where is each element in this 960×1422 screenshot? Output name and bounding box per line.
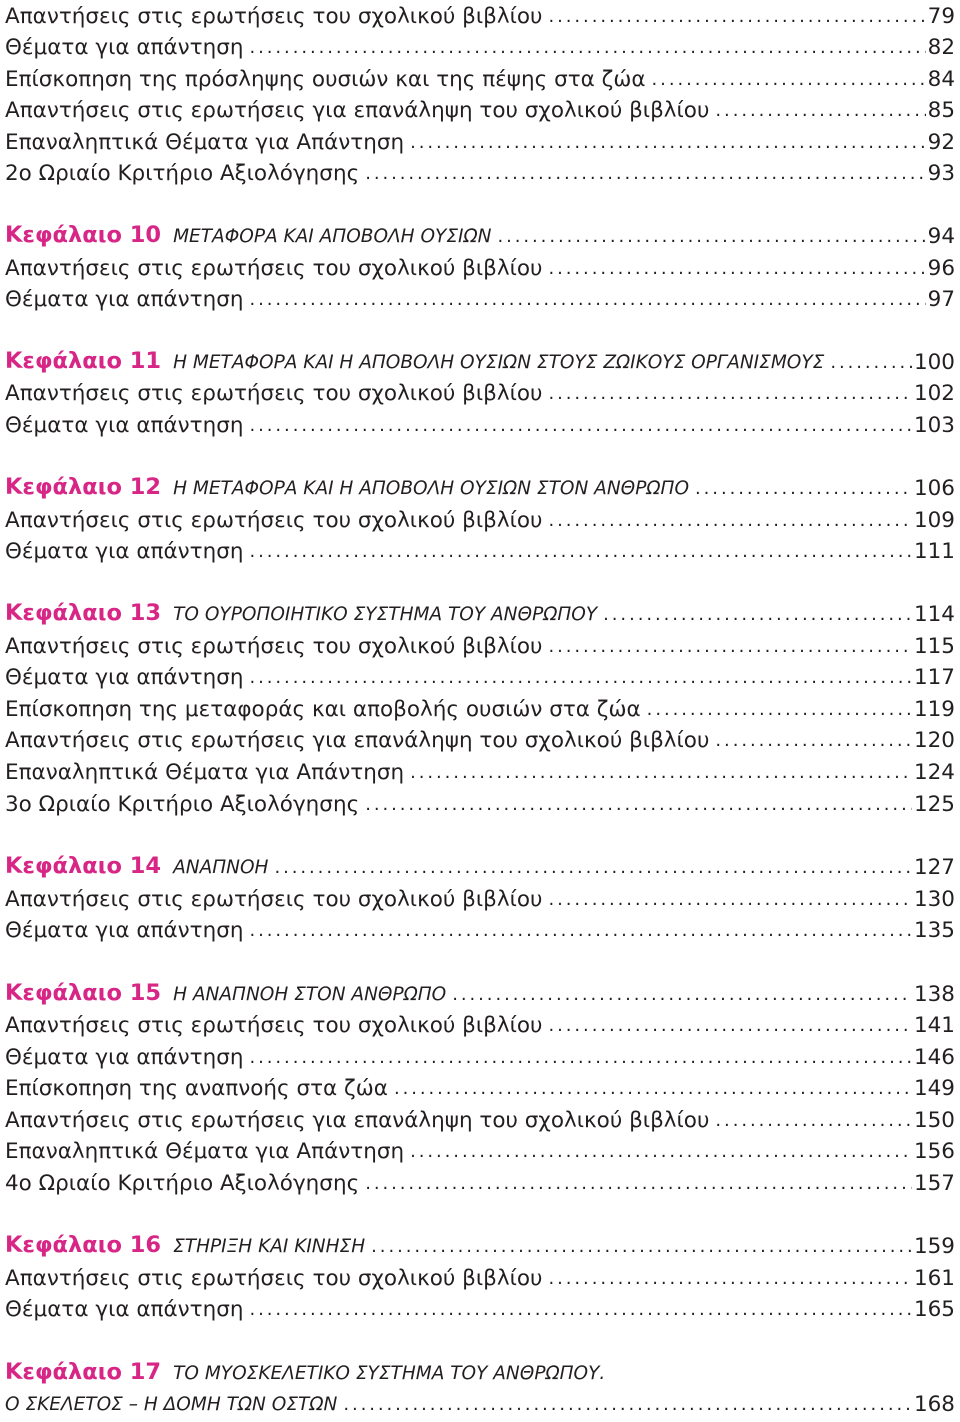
page-number: 117 [913, 665, 955, 690]
page-number: 165 [913, 1297, 955, 1322]
dot-leader [365, 790, 912, 820]
toc-entry [5, 33, 955, 63]
page-number: 127 [913, 855, 955, 880]
toc-title: Επίσκοπηση της πρόσληψης ουσιών και της πέψης στα ζώα [5, 67, 646, 92]
chapter-subtitle: ΣΤΗΡΙΞΗ ΚΑΙ ΚΙΝΗΣΗ [173, 1236, 366, 1257]
toc-title: Επίσκοπηση της αναπνοής στα ζώα [5, 1076, 388, 1101]
toc-title: Απαντήσεις στις ερωτήσεις του σχολικού βιβλίου [5, 508, 543, 533]
toc-entry [5, 1295, 955, 1325]
page-number: 115 [913, 634, 955, 659]
toc-entry [5, 1169, 955, 1199]
toc-title [5, 1357, 605, 1389]
page-number: 157 [913, 1171, 955, 1196]
dot-leader [343, 1390, 912, 1420]
toc-title: 3ο Ωριαίο Κριτήριο Αξιολόγησης [5, 792, 360, 817]
toc-entry [5, 1043, 955, 1073]
toc-chapter-heading [5, 600, 955, 630]
page-number: 161 [913, 1266, 955, 1291]
toc-entry [5, 65, 955, 95]
dot-leader [365, 1169, 912, 1199]
toc-title: Απαντήσεις στις ερωτήσεις του σχολικού βιβλίου [5, 887, 543, 912]
toc-entry [5, 379, 955, 409]
toc-entry [5, 916, 955, 946]
dot-leader [652, 65, 926, 95]
page-number: 109 [913, 508, 955, 533]
dot-leader [249, 411, 911, 441]
dot-leader [695, 474, 912, 504]
page-number: 125 [913, 792, 955, 817]
dot-leader [830, 348, 912, 378]
toc-title: Θέματα για απάντηση [5, 918, 244, 943]
toc-chapter-heading [5, 980, 955, 1010]
toc-entry [5, 411, 955, 441]
toc-chapter-heading [5, 1232, 955, 1262]
toc-entry [5, 885, 955, 915]
toc-entry [5, 1011, 955, 1041]
page-number: 120 [913, 728, 955, 753]
dot-leader [394, 1074, 912, 1104]
toc-entry [5, 663, 955, 693]
dot-leader [548, 1264, 911, 1294]
toc-title: 4ο Ωριαίο Κριτήριο Αξιολόγησης [5, 1171, 360, 1196]
toc-title [5, 220, 491, 252]
dot-leader [249, 663, 911, 693]
dot-leader [548, 254, 925, 284]
toc-title: Επίσκοπηση της μεταφοράς και αποβολής ουσιών στα ζώα [5, 697, 641, 722]
dot-leader [371, 1232, 912, 1262]
toc-title: Απαντήσεις στις ερωτήσεις για επανάληψη του σχολικού βιβλίου [5, 1108, 710, 1133]
dot-leader [548, 885, 911, 915]
page-number: 159 [913, 1234, 955, 1259]
chapter-subtitle: ΤΟ ΟΥΡΟΠΟΙΗΤΙΚΟ ΣΥΣΤΗΜΑ ΤΟΥ ΑΝΘΡΩΠΟΥ [173, 604, 598, 625]
page-number: 94 [927, 224, 955, 249]
toc-title [5, 346, 824, 378]
chapter-label: Κεφάλαιο 14 [5, 853, 162, 879]
chapter-label: Κεφάλαιο 11 [5, 348, 162, 374]
toc-entry [5, 254, 955, 284]
toc-entry [5, 695, 955, 725]
page-number: 114 [913, 602, 955, 627]
toc-entry [5, 506, 955, 536]
dot-leader [249, 285, 925, 315]
toc-entry [5, 2, 955, 32]
dot-leader [410, 128, 926, 158]
dot-leader [715, 726, 912, 756]
dot-leader [249, 1295, 911, 1325]
toc-entry [5, 632, 955, 662]
page-number: 135 [913, 918, 955, 943]
page-number: 93 [927, 161, 955, 186]
toc-entry [5, 1074, 955, 1104]
toc-title: Απαντήσεις στις ερωτήσεις του σχολικού βιβλίου [5, 1013, 543, 1038]
chapter-label: Κεφάλαιο 15 [5, 980, 162, 1006]
dot-leader [452, 980, 912, 1010]
toc-title: 2ο Ωριαίο Κριτήριο Αξιολόγησης [5, 161, 360, 186]
toc-title: Επαναληπτικά Θέματα για Απάντηση [5, 1139, 405, 1164]
page-number: 130 [913, 887, 955, 912]
toc-title: Θέματα για απάντηση [5, 539, 244, 564]
toc-title: Επαναληπτικά Θέματα για Απάντηση [5, 760, 405, 785]
chapter-subtitle: ΑΝΑΠΝΟΗ [173, 857, 269, 878]
toc-title: Θέματα για απάντηση [5, 1297, 244, 1322]
toc-chapter-heading [5, 222, 955, 252]
toc-title: Θέματα για απάντηση [5, 1045, 244, 1070]
page-number: 141 [913, 1013, 955, 1038]
dot-leader [715, 96, 925, 126]
toc-title [5, 1230, 365, 1262]
toc-entry [5, 128, 955, 158]
toc-title: Απαντήσεις στις ερωτήσεις για επανάληψη του σχολικού βιβλίου [5, 98, 710, 123]
dot-leader [249, 1043, 911, 1073]
page-number: 85 [927, 98, 955, 123]
page-number: 82 [927, 35, 955, 60]
toc-entry [5, 726, 955, 756]
dot-leader [249, 33, 925, 63]
page-number: 168 [913, 1392, 955, 1417]
page-number: 92 [927, 130, 955, 155]
toc-title [5, 598, 597, 630]
toc-chapter-heading [5, 1359, 955, 1389]
chapter-label: Κεφάλαιο 13 [5, 600, 162, 626]
chapter-subtitle: Η ΜΕΤΑΦΟΡΑ ΚΑΙ Η ΑΠΟΒΟΛΗ ΟΥΣΙΩΝ ΣΤΟΝ ΑΝΘΡΩΠΟ [173, 478, 690, 499]
page-number: 106 [913, 476, 955, 501]
chapter-subtitle: ΤΟ ΜΥΟΣΚΕΛΕΤΙΚΟ ΣΥΣΤΗΜΑ ΤΟΥ ΑΝΘΡΩΠΟΥ. [173, 1363, 606, 1384]
toc-entry [5, 758, 955, 788]
page-number: 119 [913, 697, 955, 722]
toc-subheading [5, 1390, 955, 1420]
toc-entry [5, 790, 955, 820]
toc-title: Θέματα για απάντηση [5, 287, 244, 312]
page-number: 146 [913, 1045, 955, 1070]
toc-title [5, 472, 689, 504]
dot-leader [249, 537, 911, 567]
toc-entry [5, 537, 955, 567]
toc-title [5, 978, 446, 1010]
toc-entry [5, 96, 955, 126]
chapter-subtitle: Η ΜΕΤΑΦΟΡΑ ΚΑΙ Η ΑΠΟΒΟΛΗ ΟΥΣΙΩΝ ΣΤΟΥΣ ΖΩΙΚΟΥΣ ΟΡΓΑΝΙΣΜΟΥΣ [173, 352, 825, 373]
toc-title: Απαντήσεις στις ερωτήσεις για επανάληψη του σχολικού βιβλίου [5, 728, 710, 753]
dot-leader [548, 379, 911, 409]
page-number: 103 [913, 413, 955, 438]
dot-leader [497, 222, 925, 252]
chapter-label: Κεφάλαιο 12 [5, 474, 162, 500]
dot-leader [548, 506, 911, 536]
page-number: 156 [913, 1139, 955, 1164]
toc-title [5, 1389, 337, 1420]
toc-entry [5, 1137, 955, 1167]
page-number: 138 [913, 982, 955, 1007]
page-number: 124 [913, 760, 955, 785]
toc-entry [5, 285, 955, 315]
chapter-subtitle: Ο ΣΚΕΛΕΤΟΣ – Η ΔΟΜΗ ΤΩΝ ΟΣΤΩΝ [5, 1394, 338, 1415]
toc-title: Επαναληπτικά Θέματα για Απάντηση [5, 130, 405, 155]
dot-leader [274, 853, 911, 883]
toc-entry [5, 1106, 955, 1136]
page-number: 84 [927, 67, 955, 92]
page-number: 150 [913, 1108, 955, 1133]
dot-leader [548, 632, 911, 662]
toc-chapter-heading [5, 348, 955, 378]
toc-title: Απαντήσεις στις ερωτήσεις του σχολικού βιβλίου [5, 1266, 543, 1291]
toc-title: Θέματα για απάντηση [5, 665, 244, 690]
toc-chapter-heading [5, 474, 955, 504]
chapter-label: Κεφάλαιο 10 [5, 222, 162, 248]
dot-leader [715, 1106, 912, 1136]
chapter-label: Κεφάλαιο 16 [5, 1232, 162, 1258]
dot-leader [647, 695, 912, 725]
chapter-subtitle: Η ΑΝΑΠΝΟΗ ΣΤΟΝ ΑΝΘΡΩΠΟ [173, 984, 447, 1005]
chapter-subtitle: ΜΕΤΑΦΟΡΑ ΚΑΙ ΑΠΟΒΟΛΗ ΟΥΣΙΩΝ [173, 226, 492, 247]
toc-title: Θέματα για απάντηση [5, 35, 244, 60]
toc-title: Απαντήσεις στις ερωτήσεις του σχολικού βιβλίου [5, 256, 543, 281]
toc-entry [5, 159, 955, 189]
toc-title [5, 851, 268, 883]
chapter-label: Κεφάλαιο 17 [5, 1359, 162, 1385]
toc-title: Θέματα για απάντηση [5, 413, 244, 438]
dot-leader [548, 2, 925, 32]
page-number: 102 [913, 381, 955, 406]
page-number: 100 [913, 350, 955, 375]
page-number: 79 [927, 4, 955, 29]
dot-leader [410, 1137, 912, 1167]
dot-leader [249, 916, 911, 946]
page-number: 149 [913, 1076, 955, 1101]
toc-entry [5, 1264, 955, 1294]
page-number: 96 [927, 256, 955, 281]
page-number: 111 [913, 539, 955, 564]
dot-leader [410, 758, 912, 788]
toc-chapter-heading [5, 853, 955, 883]
dot-leader [365, 159, 925, 189]
dot-leader [548, 1011, 911, 1041]
page-number: 97 [927, 287, 955, 312]
toc-title: Απαντήσεις στις ερωτήσεις του σχολικού βιβλίου [5, 381, 543, 406]
toc-title: Απαντήσεις στις ερωτήσεις του σχολικού βιβλίου [5, 4, 543, 29]
toc-title: Απαντήσεις στις ερωτήσεις του σχολικού βιβλίου [5, 634, 543, 659]
dot-leader [603, 600, 912, 630]
